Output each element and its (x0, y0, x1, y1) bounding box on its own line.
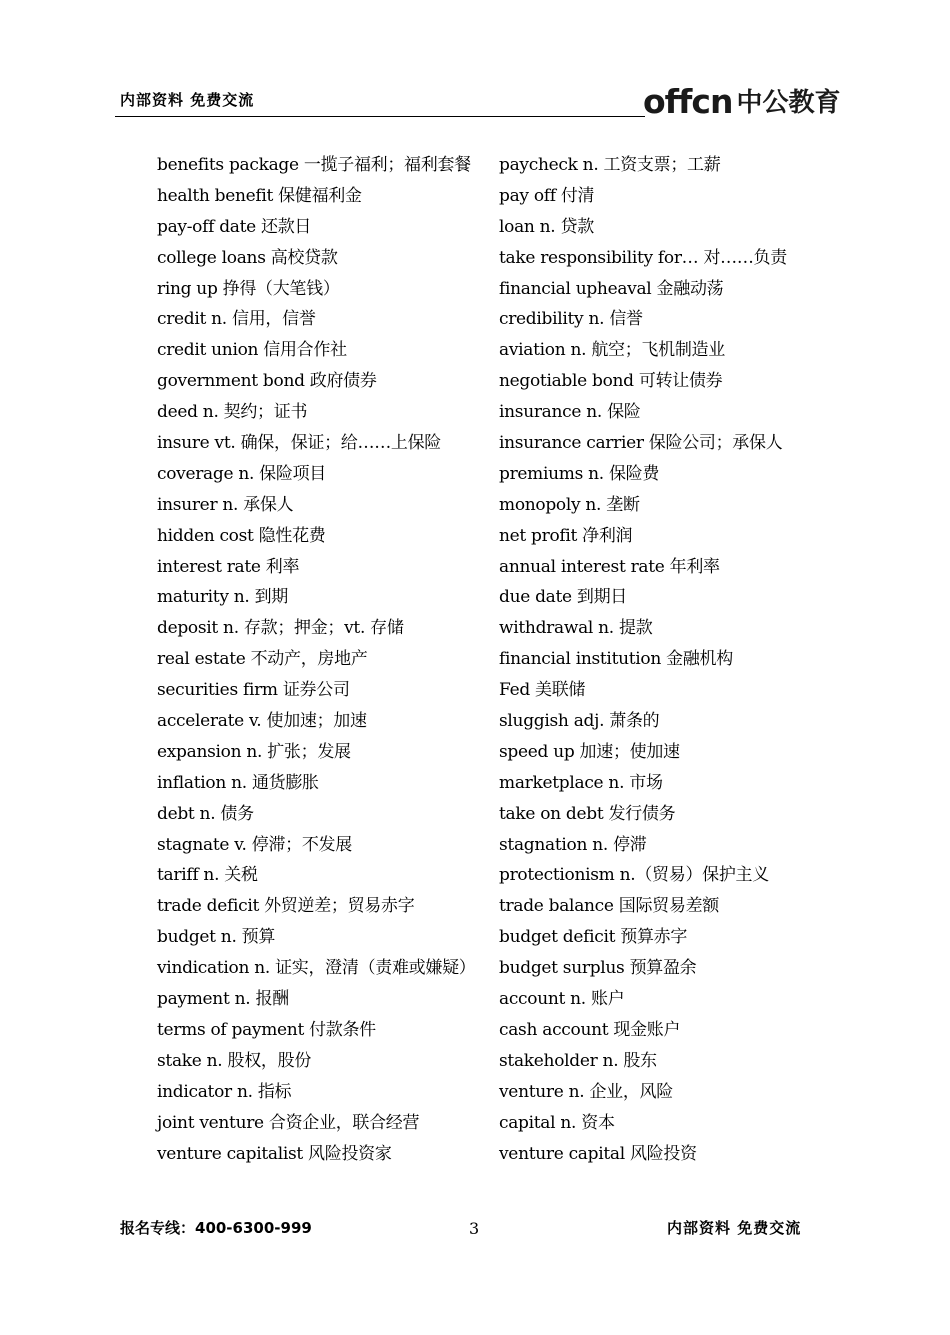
vocab-entry: payment n. 报酬 (157, 989, 289, 1010)
vocab-entry: maturity n. 到期 (157, 587, 288, 608)
vocab-entry: hidden cost 隐性花费 (157, 525, 326, 546)
vocab-entry: venture capitalist 风险投资家 (157, 1143, 392, 1164)
vocab-entry: annual interest rate 年利率 (499, 556, 720, 577)
header-rule (115, 116, 645, 117)
vocab-entry: insurance n. 保险 (499, 402, 641, 423)
vocab-entry: due date 到期日 (499, 587, 628, 608)
vocab-entry: ring up 挣得（大笔钱） (157, 278, 340, 299)
vocab-entry: inflation n. 通货膨胀 (157, 772, 319, 793)
vocab-entry: Fed 美联储 (499, 680, 586, 701)
vocab-entry: coverage n. 保险项目 (157, 463, 326, 484)
vocab-entry: terms of payment 付款条件 (157, 1019, 376, 1040)
offcn-logo (643, 78, 841, 121)
vocab-entry: budget surplus 预算盈余 (499, 958, 697, 979)
vocab-entry: take on debt 发行债务 (499, 803, 676, 824)
footer-right-text: 内部资料 免费交流 (667, 1219, 802, 1237)
vocab-entry: interest rate 利率 (157, 556, 300, 577)
vocab-entry: credit union 信用合作社 (157, 340, 347, 361)
vocab-entry: monopoly n. 垄断 (499, 494, 640, 515)
vocab-entry: take responsibility for… 对……负责 (499, 247, 787, 268)
vocab-entry: securities firm 证券公司 (157, 680, 350, 701)
vocab-entry: marketplace n. 市场 (499, 772, 663, 793)
vocab-entry: credit n. 信用，信誉 (157, 309, 316, 330)
vocab-entry: expansion n. 扩张；发展 (157, 741, 351, 762)
vocab-entry: protectionism n.（贸易）保护主义 (499, 865, 769, 886)
vocab-entry: capital n. 资本 (499, 1112, 615, 1133)
vocab-entry: insure vt. 确保，保证；给……上保险 (157, 433, 441, 454)
vocab-entry: cash account 现金账户 (499, 1019, 681, 1040)
vocab-entry: stakeholder n. 股东 (499, 1050, 657, 1071)
vocab-entry: stagnate v. 停滞；不发展 (157, 834, 352, 855)
vocab-entry: government bond 政府债券 (157, 371, 377, 392)
vocab-entry: financial upheaval 金融动荡 (499, 278, 724, 299)
vocab-entry: paycheck n. 工资支票；工薪 (499, 155, 721, 175)
vocab-entry: insurer n. 承保人 (157, 494, 294, 515)
vocab-column-left (157, 150, 497, 1169)
vocab-entry: health benefit 保健福利金 (157, 185, 362, 206)
vocab-entry: negotiable bond 可转让债券 (499, 371, 723, 392)
vocab-entry: venture capital 风险投资 (499, 1143, 697, 1164)
vocab-entry: pay-off date 还款日 (157, 216, 312, 237)
vocab-entry: net profit 净利润 (499, 525, 633, 546)
vocab-entry: benefits package 一揽子福利；福利套餐 (157, 155, 471, 175)
vocab-entry: withdrawal n. 提款 (499, 618, 653, 639)
vocab-entry: financial institution 金融机构 (499, 649, 733, 670)
vocab-entry: aviation n. 航空；飞机制造业 (499, 340, 725, 361)
vocab-entry: credibility n. 信誉 (499, 309, 643, 330)
header-left-text: 内部资料 免费交流 (120, 91, 255, 109)
vocab-entry: budget deficit 预算赤字 (499, 927, 688, 948)
vocab-entry: tariff n. 关税 (157, 865, 258, 886)
vocab-column-right (499, 150, 829, 1169)
vocab-entry: deposit n. 存款；押金；vt. 存储 (157, 618, 404, 639)
vocab-entry: debt n. 债务 (157, 803, 254, 824)
vocab-entry: sluggish adj. 萧条的 (499, 711, 660, 732)
footer-hotline: 报名专线：400-6300-999 (120, 1219, 312, 1237)
vocab-entry: speed up 加速；使加速 (499, 741, 680, 762)
page-number: 3 (469, 1219, 480, 1238)
vocab-entry: stagnation n. 停滞 (499, 834, 647, 855)
vocab-entry: trade deficit 外贸逆差；贸易赤字 (157, 896, 415, 917)
logo-chinese: 中公教育 (736, 88, 841, 118)
vocab-entry: pay off 付清 (499, 185, 595, 206)
vocab-entry: premiums n. 保险费 (499, 463, 660, 484)
vocab-entry: accelerate v. 使加速；加速 (157, 711, 367, 732)
vocab-entry: college loans 高校贷款 (157, 247, 338, 268)
vocab-entry: budget n. 预算 (157, 927, 276, 948)
vocab-entry: indicator n. 指标 (157, 1081, 292, 1102)
vocab-entry: insurance carrier 保险公司；承保人 (499, 433, 783, 454)
logo-english: offcn (643, 82, 733, 121)
vocab-entry: account n. 账户 (499, 989, 625, 1010)
vocab-entry: stake n. 股权，股份 (157, 1050, 312, 1071)
vocab-entry: deed n. 契约；证书 (157, 402, 308, 423)
vocab-entry: loan n. 贷款 (499, 216, 594, 237)
vocab-entry: joint venture 合资企业，联合经营 (157, 1112, 420, 1133)
vocab-entry: real estate 不动产，房地产 (157, 649, 368, 670)
vocab-entry: vindication n. 证实，澄清（责难或嫌疑） (157, 958, 476, 979)
vocab-entry: trade balance 国际贸易差额 (499, 896, 719, 917)
vocab-entry: venture n. 企业，风险 (499, 1081, 673, 1102)
